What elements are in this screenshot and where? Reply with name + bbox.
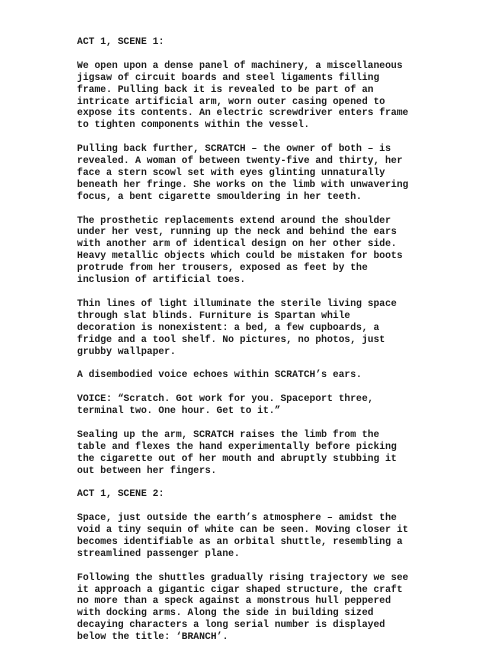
- paragraph-sealing-arm: Sealing up the arm, SCRATCH raises the limb from the table and flexes the hand experimentally before picking the cigarette out of her mouth and abruptly stubbing it out between her fingers.: [77, 428, 397, 476]
- paragraph-space-shuttle: Space, just outside the earth’s atmosphere – amidst the void a tiny sequin of white can be seen. Moving closer it becomes identifiable as an orbital shuttle, resembling a streamlined passenger plane.: [77, 512, 409, 559]
- paragraph-branch-structure: Following the shuttles gradually rising trajectory we see it approach a gigantic cigar shaped structure, the craft no more than a speck against a monstrous hull peppered with docking arms. Along the side in building sized decaying characters a long serial number is displayed below the title: ‘BRANCH’.: [77, 571, 409, 643]
- scene-heading-2: ACT 1, SCENE 2:: [77, 488, 165, 500]
- paragraph-prosthetics: The prosthetic replacements extend around the shoulder under her vest, running up the neck and behind the ears with another arm of identical design on her other side. Heavy metallic objects which could be mistaken for boots protrude from her trousers, exposed as feet by the inclusion of artificial toes.: [77, 214, 403, 286]
- paragraph-opening-machinery: We open upon a dense panel of machinery, a miscellaneous jigsaw of circuit boards and steel ligaments filling frame. Pulling back it is revealed to be part of an intricate artificial arm, worn outer casing opened to expose its contents. An electric screwdriver enters frame to tighten components within the vessel.: [77, 59, 409, 131]
- scene-heading-1: ACT 1, SCENE 1:: [77, 36, 165, 47]
- dialogue-voice: VOICE: “Scratch. Got work for you. Spaceport three, terminal two. One hour. Get to it.”: [77, 393, 374, 416]
- paragraph-scratch-revealed: Pulling back further, SCRATCH – the owner of both – is revealed. A woman of between twenty-five and thirty, her face a stern scowl set with eyes glinting unnaturally beneath her fringe. She works on the limb with unwavering focus, a bent cigarette smouldering in her teeth.: [77, 143, 409, 202]
- paragraph-living-space: Thin lines of light illuminate the sterile living space through slat blinds. Furniture is Spartan while decoration is nonexistent: a bed, a few cupboards, a fridge and a tool shelf. No pictures, no photos, just grubby wallpaper.: [77, 297, 397, 357]
- paragraph-disembodied-voice: A disembodied voice echoes within SCRATCH’s ears.: [77, 369, 362, 381]
